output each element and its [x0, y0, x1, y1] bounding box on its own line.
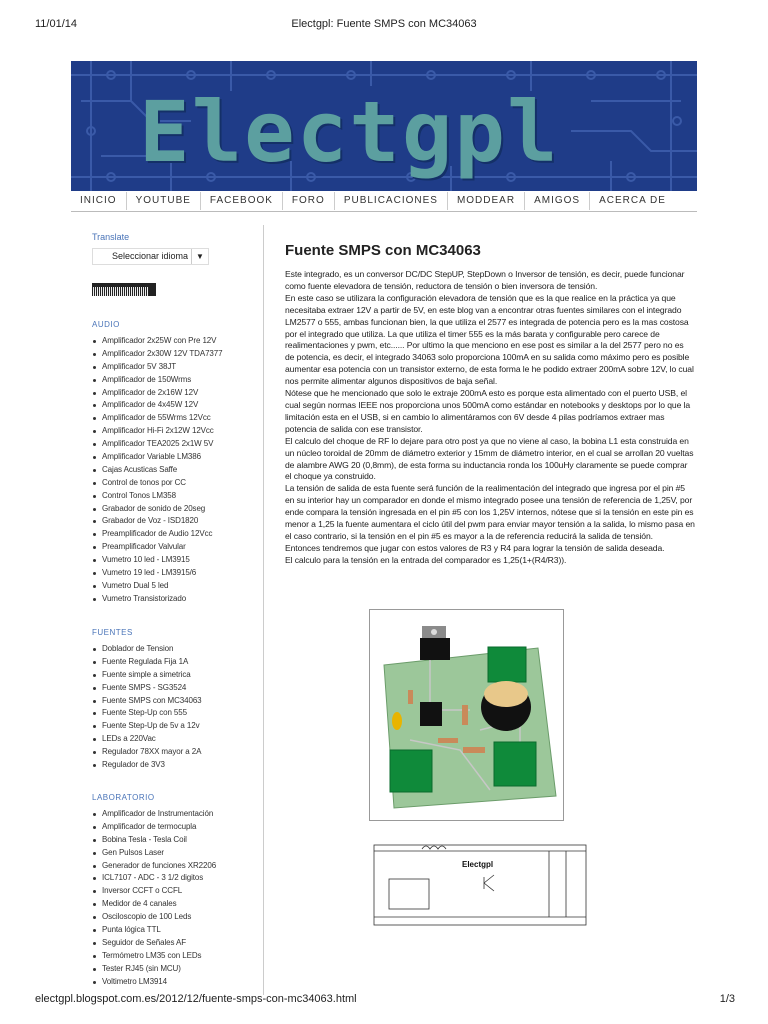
sidebar-link[interactable]: Termómetro LM35 con LEDs	[92, 950, 262, 963]
pcb-illustration	[370, 610, 563, 820]
sidebar-link[interactable]: LEDs a 220Vac	[92, 733, 262, 746]
print-footer	[35, 993, 735, 1005]
sidebar-link[interactable]: Amplificador TEA2025 2x1W 5V	[92, 438, 262, 451]
post-paragraph: Este integrado, es un conversor DC/DC StepUP, StepDown o Inversor de tensión, es decir, puede funcionar como fuente elevadora de tensión, reductora de tensión o bien inversora de tensión.	[285, 269, 685, 291]
post-paragraph: Nótese que he mencionado que solo le extraje 200mA esto es porque esta alimentado con el puerto USB, el cual según normas IEEE nos proporciona unos 500mA como estándar en notebooks y desktops por lo que la limitación esta en el USB, si en cambio lo alimentáramos con 6V desde 4 pilas podríamos extraer mas potencia de salida con ese transistor.	[285, 388, 691, 434]
sidebar-link[interactable]: Grabador de Voz - ISD1820	[92, 515, 262, 528]
sidebar-link[interactable]: Control Tonos LM358	[92, 490, 262, 503]
sidebar-link[interactable]: Amplificador de 55Wrms 12Vcc	[92, 412, 262, 425]
sidebar-link[interactable]: Fuente SMPS con MC34063	[92, 695, 262, 708]
post-paragraph: El calculo del choque de RF lo dejare para otro post ya que no viene al caso, la bobina L1 esta construida en un núcleo toroidal de 20mm de diámetro exterior y 15mm de diámetro interior, en el cual se arrollan 20 vueltas de alambre AWG 20 (0,8mm), de esta forma su inductancia ronda los 100uHy claramente se puede comprar el choque ya construido.	[285, 435, 694, 482]
sidebar-link[interactable]: Fuente Step-Up de 5v a 12v	[92, 720, 262, 733]
sidebar-link[interactable]: Control de tonos por CC	[92, 477, 262, 490]
sidebar-link[interactable]: Fuente Step-Up con 555	[92, 707, 262, 720]
sidebar-link[interactable]: Bobina Tesla - Tesla Coil	[92, 834, 262, 847]
nav-youtube[interactable]: YOUTUBE	[127, 192, 201, 210]
fuentes-list	[92, 643, 262, 772]
print-header	[0, 12, 768, 28]
page-url: electgpl.blogspot.com.es/2012/12/fuente-smps-con-mc34063.html	[35, 993, 357, 1005]
sidebar-link[interactable]: Preamplificador de Audio 12Vcc	[92, 528, 262, 541]
sidebar-link[interactable]: Amplificador Hi-Fi 2x12W 12Vcc	[92, 425, 262, 438]
sidebar-link[interactable]: Vumetro 10 led - LM3915	[92, 554, 262, 567]
section-laboratorio: LABORATORIO	[92, 793, 155, 802]
sidebar-link[interactable]: Punta lógica TTL	[92, 924, 262, 937]
nav-facebook[interactable]: FACEBOOK	[201, 192, 283, 210]
nav-publicaciones[interactable]: PUBLICACIONES	[335, 192, 448, 210]
sidebar-link[interactable]: Grabador de sonido de 20seg	[92, 503, 262, 516]
audio-list	[92, 335, 262, 606]
sidebar-link[interactable]: Fuente Regulada Fija 1A	[92, 656, 262, 669]
sidebar	[71, 225, 264, 995]
language-select-value: Seleccionar idioma	[112, 251, 189, 261]
post-paragraph: Entonces tendremos que jugar con estos valores de R3 y R4 para lograr la tensión de salida deseada.	[285, 542, 665, 553]
sidebar-link[interactable]: Amplificador de Instrumentación	[92, 808, 262, 821]
nav-moddear[interactable]: MODDEAR	[448, 192, 525, 210]
pcb-render-image[interactable]	[369, 609, 564, 821]
nav-acerca-de[interactable]: ACERCA DE	[599, 195, 666, 206]
site-logo: Electgpl	[139, 83, 560, 181]
schematic-label: Electgpl	[462, 860, 494, 869]
schematic-image[interactable]	[344, 833, 587, 933]
schematic-illustration	[344, 833, 587, 933]
laboratorio-list	[92, 808, 262, 988]
sidebar-link[interactable]: ICL7107 - ADC - 3 1/2 digitos	[92, 872, 262, 885]
sidebar-link[interactable]: Fuente SMPS - SG3524	[92, 682, 262, 695]
sidebar-link[interactable]: Preamplificador Valvular	[92, 541, 262, 554]
sidebar-link[interactable]: Amplificador 5V 38JT	[92, 361, 262, 374]
sidebar-link[interactable]: Vumetro 19 led - LM3915/6	[92, 567, 262, 580]
post-paragraph: El calculo para la tensión en la entrada del comparador es 1,25(1+(R4/R3)).	[285, 554, 567, 565]
sidebar-link[interactable]: Voltimetro LM3914	[92, 976, 262, 989]
nav-inicio[interactable]: INICIO	[71, 192, 127, 210]
main-nav	[71, 191, 697, 212]
sidebar-link[interactable]: Cajas Acusticas Saffe	[92, 464, 262, 477]
sidebar-link[interactable]: Inversor CCFT o CCFL	[92, 885, 262, 898]
sidebar-link[interactable]: Amplificador de termocupla	[92, 821, 262, 834]
print-title: Electgpl: Fuente SMPS con MC34063	[291, 18, 477, 30]
site-banner[interactable]	[71, 61, 697, 191]
language-select[interactable]	[92, 248, 209, 265]
sidebar-link[interactable]: Vumetro Dual 5 led	[92, 580, 262, 593]
sidebar-link[interactable]: Amplificador de 150Wrms	[92, 374, 262, 387]
sidebar-link[interactable]: Gen Pulsos Laser	[92, 847, 262, 860]
print-date: 11/01/14	[35, 18, 78, 30]
sidebar-link[interactable]: Amplificador de 4x45W 12V	[92, 399, 262, 412]
sidebar-link[interactable]: Regulador 78XX mayor a 2A	[92, 746, 262, 759]
sidebar-link[interactable]: Vumetro Transistorizado	[92, 593, 262, 606]
sidebar-link[interactable]: Medidor de 4 canales	[92, 898, 262, 911]
post-paragraph: En este caso se utilizara la configuración elevadora de tensión que es la que realice en la práctica ya que necesitaba extraer 12V a partir de 5V, en este blog van a encontrar otras fuentes similares con el integrado LM2577 o 555, ambas funcionan bien, la que utiliza el 2577 es integrada de potencia pero es la mas costosa por el integrado que utiliza. La que utiliza el timer 555 es la más barata y configurable pero carece de realimentaciones y pwm, etc...... Por ultimo la que menciono en ese post es similar a la del 2577 pero no es de potencia, es decir, el integrado 34063 solo proporciona 100mA en su salida como máximo pero es posible aumentar esa potencia con un transistor externo, de esta forma le he podido extraer 200mA sobre 12V, lo cual nos permite alimentar algunos dispositivos de baja señal.	[285, 292, 694, 387]
sidebar-link[interactable]: Osciloscopio de 100 Leds	[92, 911, 262, 924]
sidebar-link[interactable]: Doblador de Tension	[92, 643, 262, 656]
sidebar-link[interactable]: Fuente simple a simetrica	[92, 669, 262, 682]
section-fuentes: FUENTES	[92, 628, 133, 637]
nav-amigos[interactable]: AMIGOS	[525, 192, 590, 210]
translate-label: Translate	[92, 232, 130, 242]
post-body	[285, 269, 695, 567]
sidebar-link[interactable]: Amplificador de 2x16W 12V	[92, 387, 262, 400]
sidebar-link[interactable]: Amplificador 2x25W con Pre 12V	[92, 335, 262, 348]
visit-counter	[92, 283, 156, 296]
sidebar-link[interactable]: Tester RJ45 (sin MCU)	[92, 963, 262, 976]
nav-foro[interactable]: FORO	[283, 192, 335, 210]
section-audio: AUDIO	[92, 320, 120, 329]
sidebar-link[interactable]: Amplificador 2x30W 12V TDA7377	[92, 348, 262, 361]
post-title: Fuente SMPS con MC34063	[285, 242, 481, 259]
dropdown-arrow-icon: ▼	[191, 249, 208, 264]
sidebar-link[interactable]: Amplificador Variable LM386	[92, 451, 262, 464]
sidebar-link[interactable]: Generador de funciones XR2206	[92, 860, 262, 873]
page-number: 1/3	[719, 993, 735, 1005]
sidebar-link[interactable]: Seguidor de Señales AF	[92, 937, 262, 950]
post-paragraph: La tensión de salida de esta fuente será función de la realimentación del integrado que ingresa por el pin #5 en su interior hay un comparador en donde el mismo integrado posee una tensión de referencia de 1,25V, por ende compara la tensión ingresada en el pin #5 con los 1,25V internos, nótese que si la tensión en este pin es menor a 1,25 la fuente aumentara el ciclo útil del pwm para enviar mayor tensión a la salida, lo mismo pasa en el caso contrario, si la tensión en el pin #5 es mayor a la de referencia reducirá la salida de tensión.	[285, 483, 695, 541]
sidebar-link[interactable]: Regulador de 3V3	[92, 759, 262, 772]
